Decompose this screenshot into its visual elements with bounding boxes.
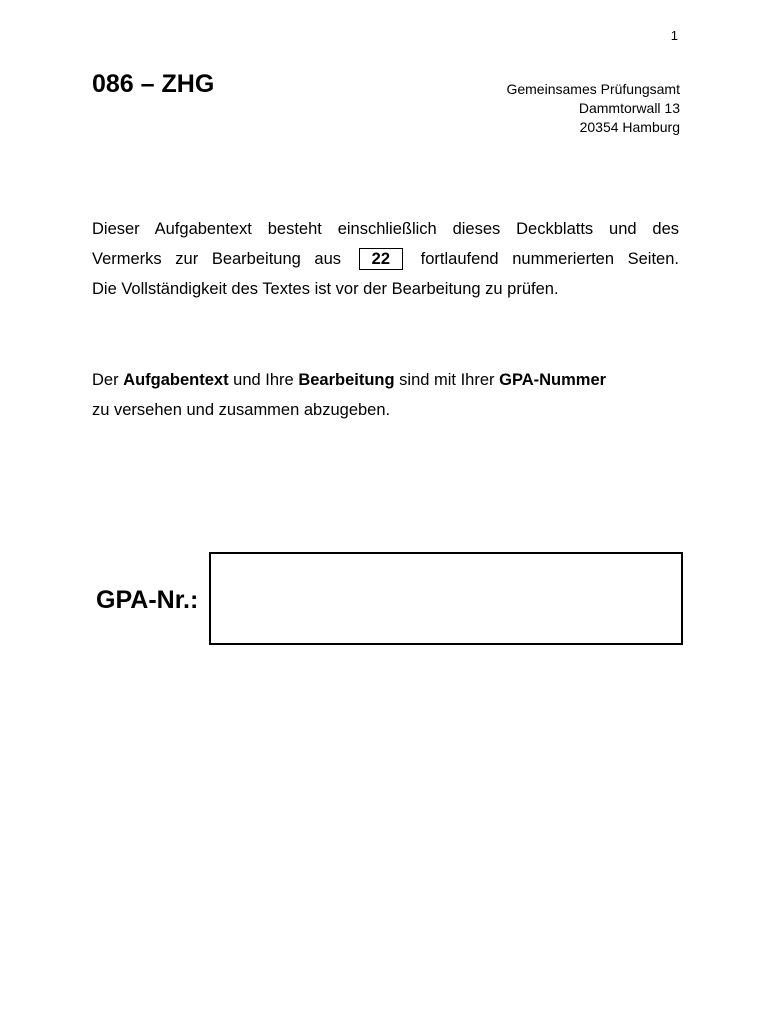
address-block [506, 80, 680, 137]
address-line-street: Dammtorwall 13 [578, 100, 680, 116]
intro-line-2-after: fortlaufend nummerierten Seiten. [420, 250, 679, 268]
intro-line-2 [92, 244, 679, 274]
instruction-line-1 [92, 365, 682, 395]
gpa-number-field[interactable] [209, 552, 683, 645]
intro-line-2-before: Vermerks zur Bearbeitung aus [92, 250, 342, 268]
address-line-city: 20354 Hamburg [579, 119, 680, 135]
instruction-text-1: Der [92, 371, 124, 389]
intro-line-3: Die Vollständigkeit des Textes ist vor der Bearbeitung zu prüfen. [92, 280, 559, 298]
gpa-label: GPA-Nr.: [96, 586, 199, 614]
instruction-line-2: zu versehen und zusammen abzugeben. [92, 401, 391, 419]
instruction-bold-aufgabentext: Aufgabentext [123, 371, 229, 389]
page-count-box: 22 [359, 248, 403, 270]
instruction-bold-bearbeitung: Bearbeitung [298, 371, 395, 389]
instruction-bold-gpa-nummer: GPA-Nummer [499, 371, 607, 389]
instruction-text-2: und Ihre [228, 371, 299, 389]
intro-paragraph [92, 214, 679, 304]
address-line-institution: Gemeinsames Prüfungsamt [506, 81, 680, 97]
page-number: 1 [670, 28, 678, 43]
course-code: 086 – ZHG [92, 70, 215, 98]
intro-line-1: Dieser Aufgabentext besteht einschließlich dieses Deckblatts und des [92, 220, 679, 238]
instruction-paragraph [92, 365, 682, 425]
instruction-text-3: sind mit Ihrer [394, 371, 500, 389]
